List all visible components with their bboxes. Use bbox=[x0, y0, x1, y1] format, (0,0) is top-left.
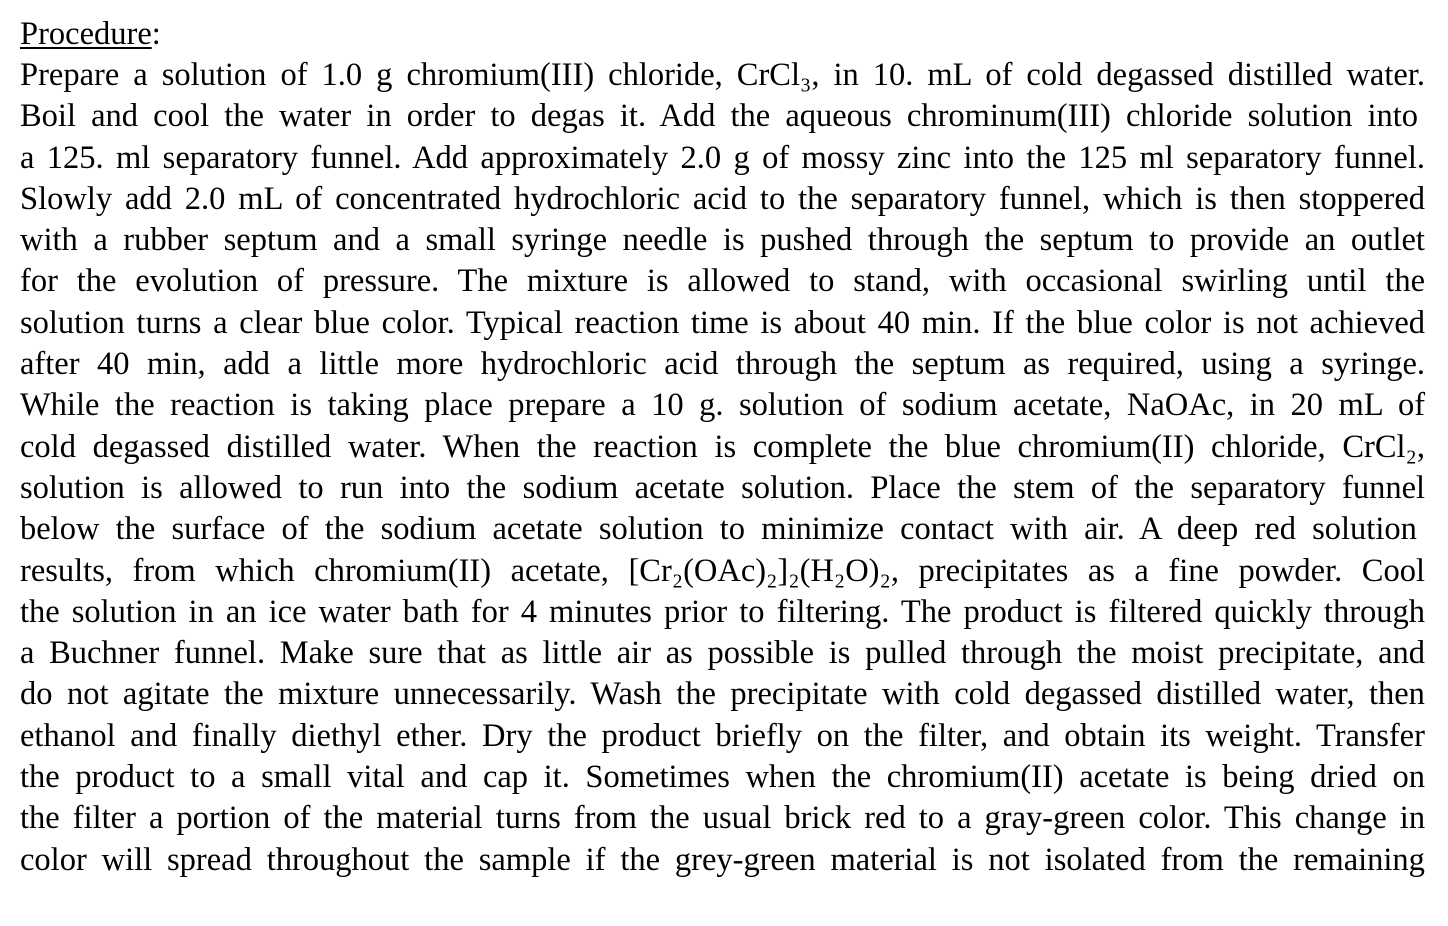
paragraph-line: the solution in an ice water bath for 4 minutes prior to filtering. The product is filtered quickly through bbox=[20, 593, 1426, 630]
paragraph-line: color will spread throughout the sample if the grey-green material is not isolated from the remaining bbox=[20, 841, 1425, 878]
paragraph-line: a 125. ml separatory funnel. Add approximately 2.0 g of mossy zinc into the 125 ml separatory funnel. bbox=[20, 139, 1426, 176]
paragraph-line: the filter a portion of the material turns from the usual brick red to a gray-green color. This change in bbox=[20, 800, 1426, 837]
paragraph-line: solution turns a clear blue color. Typical reaction time is about 40 min. If the blue color is not achieved bbox=[20, 304, 1426, 341]
paragraph-line: ethanol and finally diethyl ether. Dry the product briefly on the filter, and obtain its weight. Transfer bbox=[20, 717, 1425, 754]
paragraph-line: solution is allowed to run into the sodium acetate solution. Place the stem of the separatory funnel bbox=[20, 469, 1426, 506]
paragraph-line: for the evolution of pressure. The mixture is allowed to stand, with occasional swirling until the bbox=[20, 263, 1426, 300]
paragraph-line: Slowly add 2.0 mL of concentrated hydrochloric acid to the separatory funnel, which is then stoppered bbox=[20, 180, 1426, 217]
paragraph-line: the product to a small vital and cap it. Sometimes when the chromium(II) acetate is being dried on bbox=[20, 759, 1425, 796]
paragraph-line: do not agitate the mixture unnecessarily. Wash the precipitate with cold degassed distilled water, then bbox=[20, 676, 1425, 713]
paragraph-line: with a rubber septum and a small syringe needle is pushed through the septum to provide an outlet bbox=[20, 222, 1425, 259]
paragraph-line: While the reaction is taking place prepare a 10 g. solution of sodium acetate, NaOAc, in 20 mL of bbox=[20, 387, 1426, 424]
paragraph-line: after 40 min, add a little more hydrochloric acid through the septum as required, using a syringe. bbox=[20, 346, 1426, 383]
paragraph-line: cold degassed distilled water. When the reaction is complete the blue chromium(II) chloride, CrCl₂, bbox=[20, 428, 1425, 465]
paragraph-line: Prepare a solution of 1.0 g chromium(III) chloride, CrCl₃, in 10. mL of cold degassed distilled water. bbox=[20, 57, 1425, 93]
document-page bbox=[20, 14, 1425, 881]
paragraph-line: Boil and cool the water in order to degas it. Add the aqueous chrominum(III) chloride solution into bbox=[20, 98, 1419, 135]
paragraph-line: a Buchner funnel. Make sure that as little air as possible is pulled through the moist precipitate, and bbox=[20, 635, 1426, 672]
heading-colon: : bbox=[151, 16, 161, 52]
paragraph-line: below the surface of the sodium acetate solution to minimize contact with air. A deep red solution bbox=[20, 511, 1417, 548]
paragraph-line: results, from which chromium(II) acetate, [Cr₂(OAc)₂]₂(H₂O)₂, precipitates as a fine powder. Cool bbox=[20, 552, 1425, 589]
procedure-paragraph bbox=[20, 55, 1425, 881]
heading-label: Procedure bbox=[20, 16, 152, 52]
section-heading bbox=[20, 14, 1425, 55]
